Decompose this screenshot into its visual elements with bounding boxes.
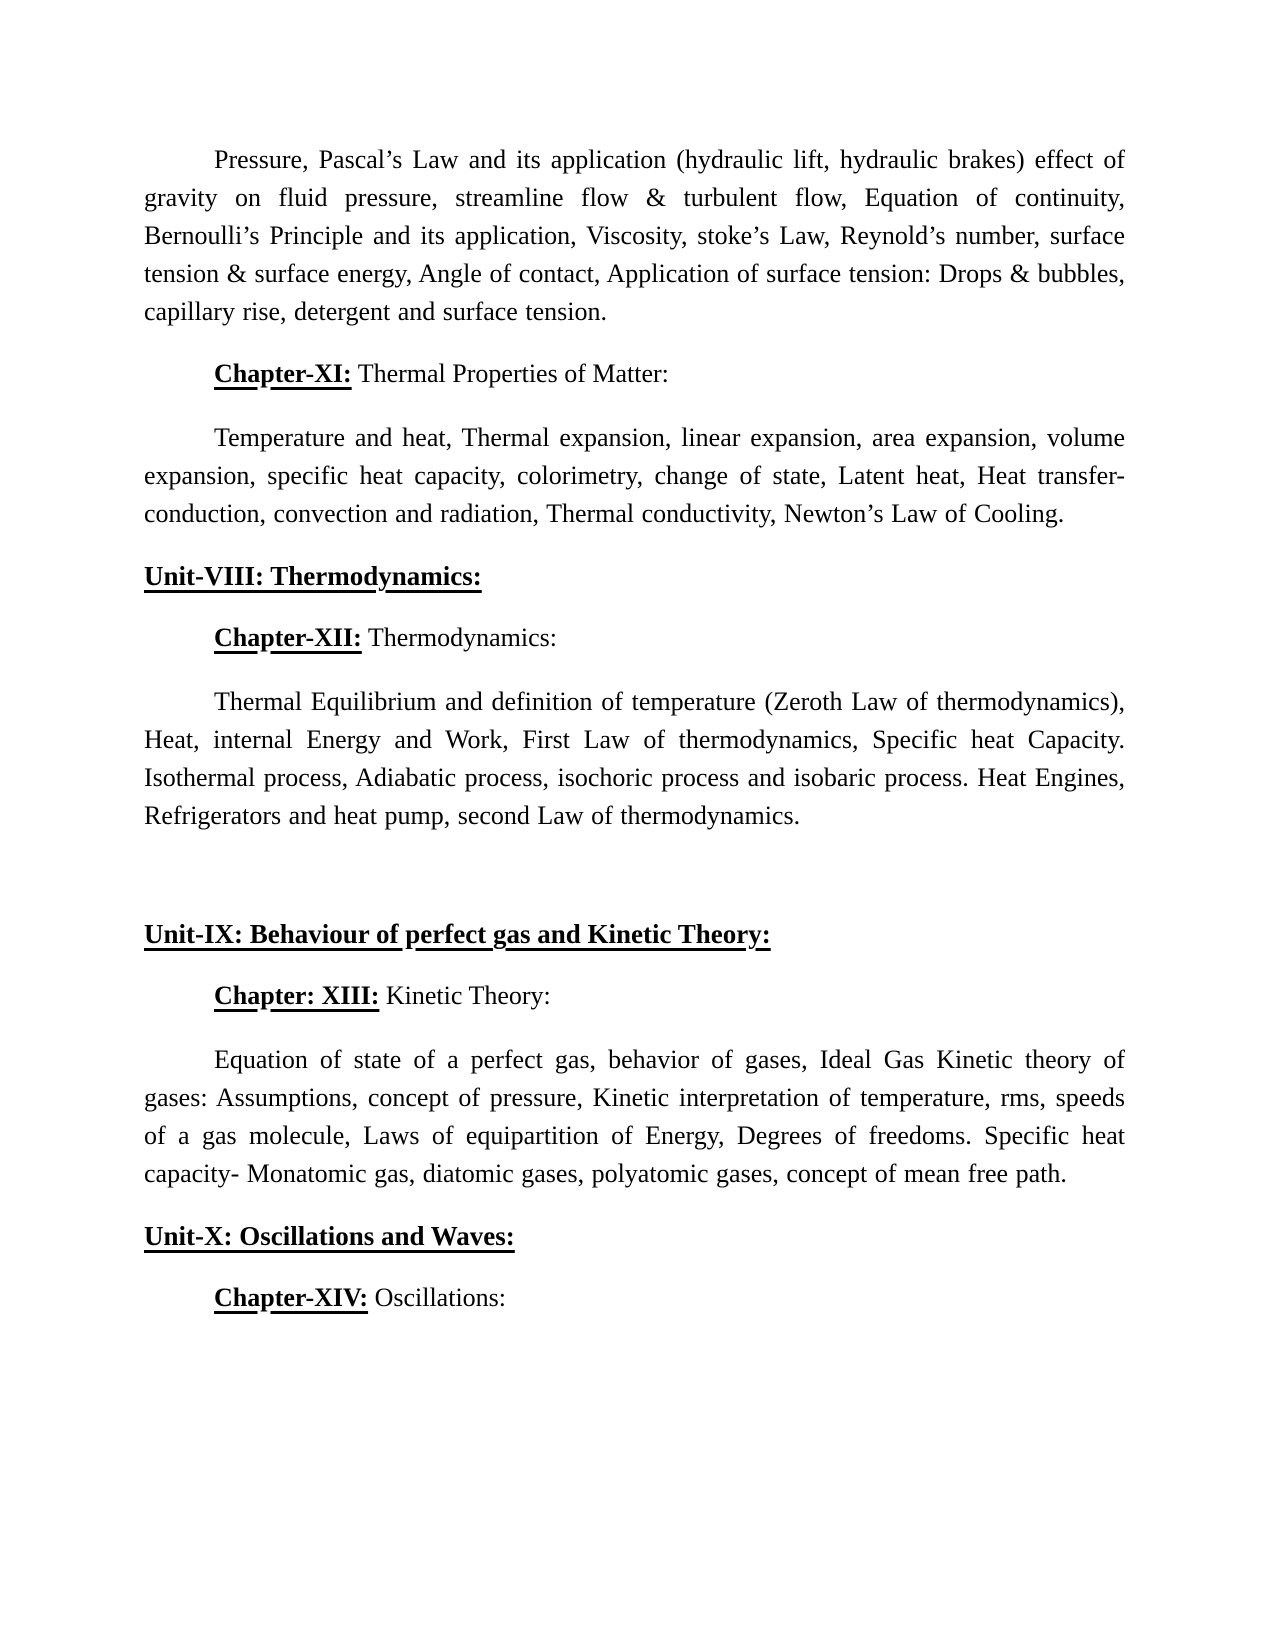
chapter-xii-heading — [144, 619, 1125, 657]
unit-x-heading-text: Unit-X: Oscillations and Waves: — [144, 1221, 515, 1251]
unit-viii-heading-text: Unit-VIII: Thermodynamics: — [144, 561, 482, 591]
chapter-xiii-label: Chapter: XIII: — [214, 981, 380, 1010]
chapter-xiv-title: Oscillations: — [368, 1283, 507, 1312]
chapter-xi-label: Chapter-XI: — [214, 359, 352, 388]
chapter-xi-title: Thermal Properties of Matter: — [351, 359, 669, 388]
unit-x-heading — [144, 1217, 1125, 1255]
unit-viii-heading — [144, 557, 1125, 595]
blank-line-spacer — [144, 859, 1125, 915]
chapter-xiv-label: Chapter-XIV: — [214, 1283, 369, 1312]
paragraph-fluid-mechanics: Pressure, Pascal’s Law and its application (hydraulic lift, hydraulic brakes) effect of gravity on fluid pressure, streamline flow & turbulent flow, Equation of continuity, Bernoulli’s Principle and its application, Viscosity, stoke’s Law, Reynold’s number, surface tension & surface energy, Angle of contact, Application of surface tension: Drops & bubbles, capillary rise, detergent and surface tension. — [144, 145, 1125, 326]
unit-ix-heading-text: Unit-IX: Behaviour of perfect gas and Kinetic Theory: — [144, 919, 771, 949]
chapter-xiii-title: Kinetic Theory: — [379, 981, 551, 1010]
paragraph-thermodynamics: Thermal Equilibrium and definition of temperature (Zeroth Law of thermodynamics), Heat, internal Energy and Work, First Law of thermodynamics, Specific heat Capacity. Isothermal process, Adiabatic process, isochoric process and isobaric process. Heat Engines, Refrigerators and heat pump, second Law of thermodynamics. — [144, 687, 1125, 830]
unit-ix-heading — [144, 915, 1125, 953]
chapter-xi-heading — [144, 355, 1125, 393]
chapter-xii-title: Thermodynamics: — [361, 623, 558, 652]
chapter-xiv-heading — [144, 1279, 1125, 1317]
paragraph-kinetic-theory: Equation of state of a perfect gas, behavior of gases, Ideal Gas Kinetic theory of gases: Assumptions, concept of pressure, Kinetic interpretation of temperature, rms, speeds of a gas molecule, Laws of equipartition of Energy, Degrees of freedoms. Specific heat capacity- Monatomic gas, diatomic gases, polyatomic gases, concept of mean free path. — [144, 1045, 1125, 1188]
chapter-xii-label: Chapter-XII: — [214, 623, 362, 652]
paragraph-thermal-properties: Temperature and heat, Thermal expansion, linear expansion, area expansion, volume expansion, specific heat capacity, colorimetry, change of state, Latent heat, Heat transfer- conduction, convection and radiation, Thermal conductivity, Newton’s Law of Cooling. — [144, 423, 1125, 528]
chapter-xiii-heading — [144, 977, 1125, 1015]
